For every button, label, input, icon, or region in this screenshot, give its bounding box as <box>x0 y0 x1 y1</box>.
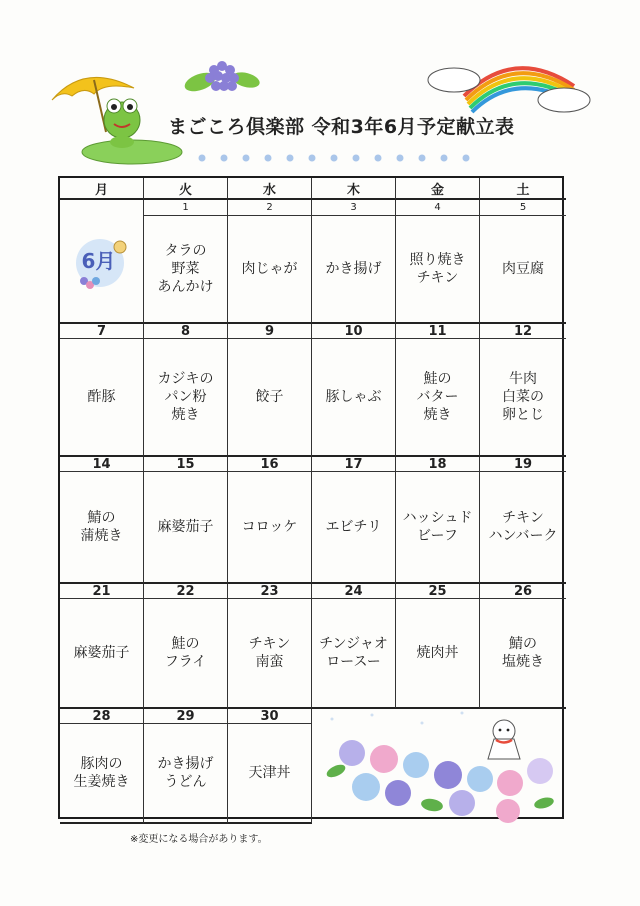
day-number: 10 <box>312 324 396 339</box>
menu-item: 天津丼 <box>228 724 312 824</box>
menu-item: 鯖の 塩焼き <box>480 599 566 709</box>
menu-item: 焼肉丼 <box>396 599 480 709</box>
day-number: 5 <box>480 200 566 216</box>
day-number: 2 <box>228 200 312 216</box>
day-number: 4 <box>396 200 480 216</box>
menu-item: チキン ハンバーク <box>480 472 566 584</box>
day-number: 26 <box>480 584 566 599</box>
menu-item: 肉じゃが <box>228 216 312 324</box>
change-notice: ※変更になる場合があります。 <box>130 834 268 845</box>
menu-item: 鮭の フライ <box>144 599 228 709</box>
menu-item: チンジャオ ロースー <box>312 599 396 709</box>
menu-item: 鮭の バター 焼き <box>396 339 480 457</box>
menu-item: 鯖の 蒲焼き <box>60 472 144 584</box>
menu-item: 麻婆茄子 <box>144 472 228 584</box>
day-number: 24 <box>312 584 396 599</box>
menu-item: コロッケ <box>228 472 312 584</box>
menu-item: 豚肉の 生姜焼き <box>60 724 144 824</box>
menu-item: 餃子 <box>228 339 312 457</box>
dotted-divider <box>196 152 486 164</box>
weekday-header: 月 <box>60 178 144 200</box>
menu-item: 酢豚 <box>60 339 144 457</box>
weekday-header: 木 <box>312 178 396 200</box>
weekday-header: 土 <box>480 178 566 200</box>
day-number: 22 <box>144 584 228 599</box>
weekday-header: 水 <box>228 178 312 200</box>
menu-item: 豚しゃぶ <box>312 339 396 457</box>
menu-item: かき揚げ うどん <box>144 724 228 824</box>
day-number: 1 <box>144 200 228 216</box>
day-number: 17 <box>312 457 396 472</box>
day-number: 14 <box>60 457 144 472</box>
menu-item: チキン 南蛮 <box>228 599 312 709</box>
menu-item: ハッシュド ビーフ <box>396 472 480 584</box>
hydrangea-teru-teru-bozu-illustration <box>312 709 564 824</box>
day-number: 7 <box>60 324 144 339</box>
menu-item: 麻婆茄子 <box>60 599 144 709</box>
day-number: 16 <box>228 457 312 472</box>
menu-calendar <box>58 176 564 819</box>
menu-item: 肉豆腐 <box>480 216 566 324</box>
page-title: まごころ倶楽部 令和3年6月予定献立表 <box>168 116 515 138</box>
menu-item: 牛肉 白菜の 卵とじ <box>480 339 566 457</box>
day-number: 3 <box>312 200 396 216</box>
weekday-header: 火 <box>144 178 228 200</box>
menu-item: カジキの パン粉 焼き <box>144 339 228 457</box>
rainbow-cloud-illustration <box>424 56 594 116</box>
day-number: 15 <box>144 457 228 472</box>
day-number: 23 <box>228 584 312 599</box>
menu-item: かき揚げ <box>312 216 396 324</box>
hydrangea-leaf-illustration <box>182 56 262 102</box>
day-number: 18 <box>396 457 480 472</box>
day-number: 12 <box>480 324 566 339</box>
day-number: 25 <box>396 584 480 599</box>
day-number: 28 <box>60 709 144 724</box>
day-number: 9 <box>228 324 312 339</box>
month-badge-label: 6月 <box>81 248 116 273</box>
hydrangea-illustration-cell <box>312 709 566 824</box>
day-number: 19 <box>480 457 566 472</box>
day-number: 21 <box>60 584 144 599</box>
month-badge-cell <box>60 200 144 324</box>
menu-item: 照り焼き チキン <box>396 216 480 324</box>
day-number: 29 <box>144 709 228 724</box>
day-number: 11 <box>396 324 480 339</box>
day-number: 8 <box>144 324 228 339</box>
menu-item: タラの 野菜 あんかけ <box>144 216 228 324</box>
menu-item: エビチリ <box>312 472 396 584</box>
weekday-header: 金 <box>396 178 480 200</box>
frog-umbrella-illustration <box>44 60 184 170</box>
day-number: 30 <box>228 709 312 724</box>
